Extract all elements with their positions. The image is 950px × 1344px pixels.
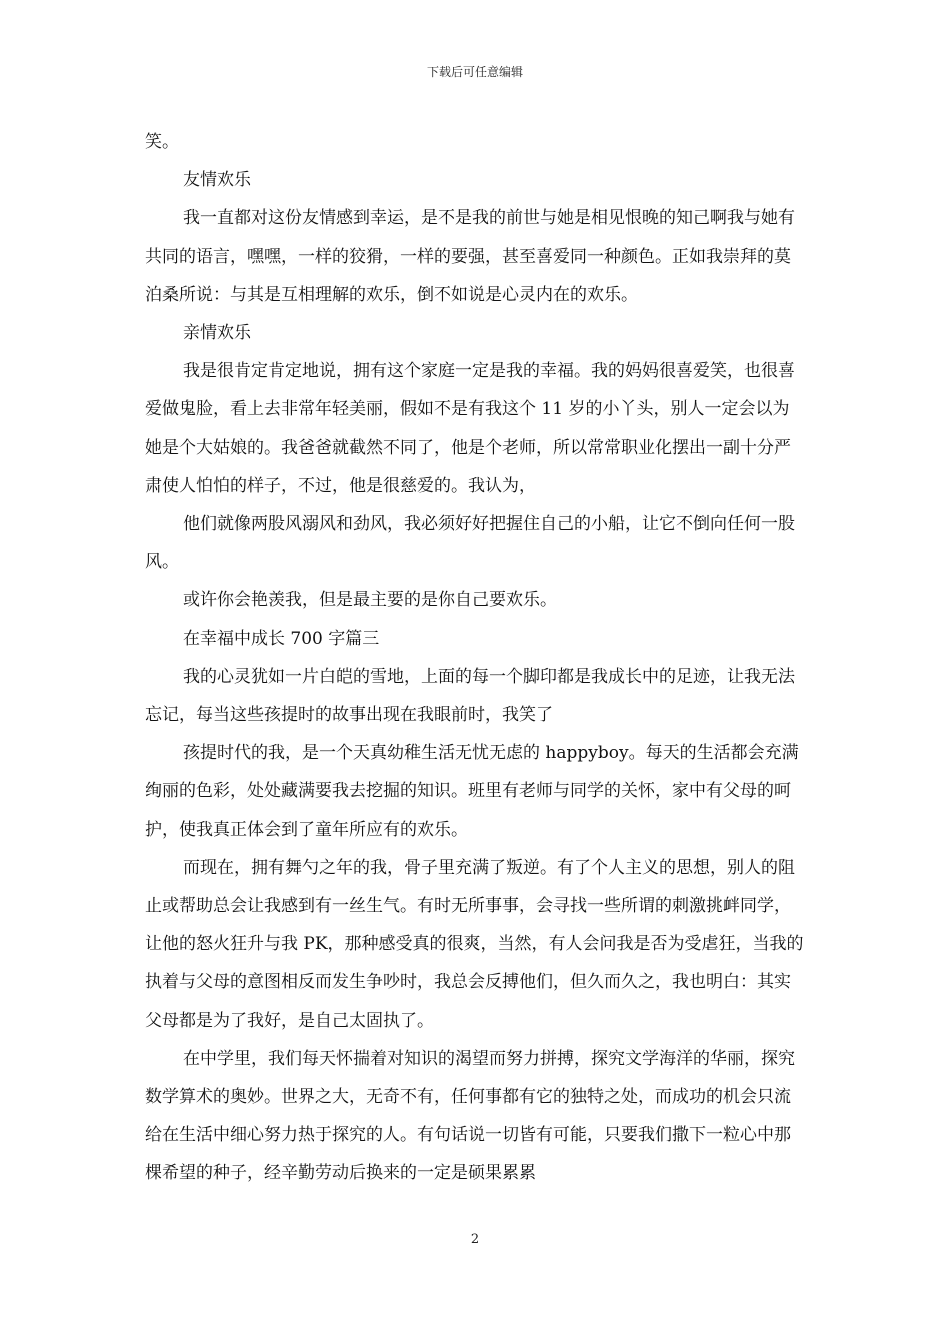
paragraph: 我是很肯定肯定地说，拥有这个家庭一定是我的幸福。我的妈妈很喜爱笑，也很喜爱做鬼脸，看上去非常年轻美丽，假如不是有我这个 11 岁的小丫头，别人一定会以为她是个大姑娘的。我爸爸就截然不同了，他是个老师，所以常常职业化摆出一副十分严肃使人怕怕的样子，不过，他是很慈爱的。我认为， — [145, 361, 795, 496]
paragraph: 我的心灵犹如一片白皑的雪地，上面的每一个脚印都是我成长中的足迹，让我无法忘记，每当这些孩提时的故事出现在我眼前时，我笑了 — [145, 666, 795, 726]
paragraph: 或许你会艳羡我，但是最主要的是你自己要欢乐。 — [183, 590, 557, 611]
section-heading: 友情欢乐 — [183, 170, 251, 191]
section-heading: 在幸福中成长 700 字篇三 — [183, 628, 380, 649]
document-body — [145, 123, 805, 1193]
page-header: 下载后可任意编辑 — [426, 65, 523, 79]
page-number: 2 — [470, 1232, 480, 1247]
paragraph: 笑。 — [145, 132, 179, 152]
paragraph: 在中学里，我们每天怀揣着对知识的渴望而努力拼搏，探究文学海洋的华丽，探究数学算术的奥妙。世界之大，无奇不有，任何事都有它的独特之处，而成功的机会只流给在生活中细心努力热于探究的人。有句话说一切皆有可能，只要我们撒下一粒心中那棵希望的种子，经辛勤劳动后换来的一定是硕果累累 — [145, 1048, 795, 1184]
paragraph: 孩提时代的我，是一个天真幼稚生活无忧无虑的 happyboy。每天的生活都会充满绚丽的色彩，处处藏满要我去挖掘的知识。班里有老师与同学的关怀，家中有父母的呵护，使我真正体会到了童年所应有的欢乐。 — [145, 743, 799, 840]
paragraph: 他们就像两股风溺风和劲风，我必须好好把握住自己的小船，让它不倒向任何一股风。 — [145, 514, 795, 573]
section-heading: 亲情欢乐 — [183, 323, 251, 344]
paragraph: 我一直都对这份友情感到幸运，是不是我的前世与她是相见恨晚的知己啊我与她有共同的语言，嘿嘿，一样的狡猾，一样的要强，甚至喜爱同一种颜色。正如我崇拜的莫泊桑所说：与其是互相理解的欢乐，倒不如说是心灵内在的欢乐。 — [145, 208, 795, 305]
paragraph: 而现在，拥有舞勺之年的我，骨子里充满了叛逆。有了个人主义的思想，别人的阻止或帮助总会让我感到有一丝生气。有时无所事事，会寻找一些所谓的刺激挑衅同学，让他的怒火狂升与我 PK，那种感受真的很爽，当然，有人会问我是否为受虐狂，当我的执着与父母的意图相反而发生争吵时，我总会反搏他们，但久而久之，我也明白：其实父母都是为了我好，是自己太固执了。 — [145, 857, 804, 1031]
